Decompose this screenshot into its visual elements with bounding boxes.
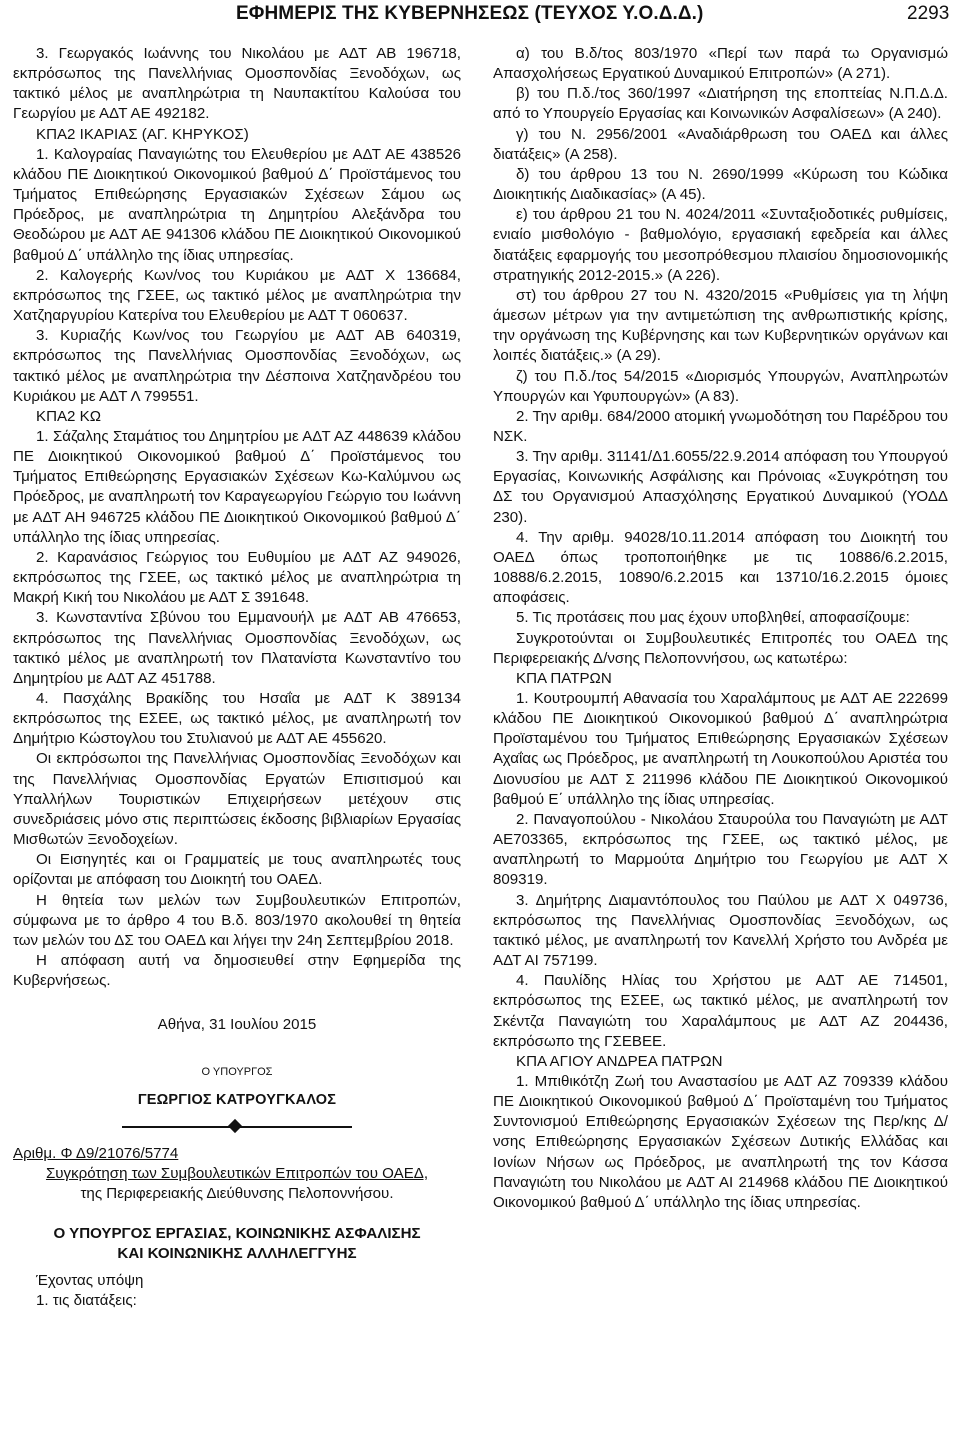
paragraph: 3. Την αριθμ. 31141/Δ1.6055/22.9.2014 απόφαση του Υπουργού Εργασίας, Κοινωνικής Ασφάλισης και Πρόνοιας «Συγκρότηση του ΔΣ του Οργανισμού Απασχόλησης Εργατικού Δυναμικού (ΥΟΔΔ 230).	[493, 448, 948, 526]
right-column	[493, 44, 948, 1213]
paragraph: 1. Σάζαλης Σταμάτιος του Δημητρίου με ΑΔΤ ΑΖ 448639 κλάδου ΠΕ Διοικητικού Οικονομικού βαθμού Δ΄ Προϊστάμενος του Τμήματος Επιθεώρησης Εργασιακών Σχέσεων Κω-Καλύμνου ως Πρόεδρος, με αναπληρωτή τον Καραγεωργίου Γεώργιο του Ιωάννη με ΑΔΤ ΑΗ 946725 κλάδου ΠΕ Διοικητικού Οικονομικού βαθμού Δ΄ υπάλληλο της ίδιας υπηρεσίας.	[13, 427, 461, 546]
paragraph: 2. Την αριθμ. 684/2000 ατομική γνωμοδότηση του Παρέδρου του ΝΣΚ.	[493, 407, 948, 445]
paragraph: γ) του Ν. 2956/2001 «Αναδιάρθρωση του ΟΑΕΔ και άλλες διατάξεις» (Α 258).	[493, 125, 948, 163]
section-heading: ΚΠΑ ΑΓΙΟΥ ΑΝΔΡΕΑ ΠΑΤΡΩΝ	[516, 1052, 723, 1070]
paragraph: 2. Καρανάσιος Γεώργιος του Ευθυμίου με ΑΔΤ ΑΖ 949026, εκπρόσωπος της ΓΣΕΕ, ως τακτικό μέλος με αναπληρώτρια τη Μακρή Κική του Νικολάου με ΑΔΤ Σ 391648.	[13, 548, 461, 607]
page-header	[0, 0, 960, 40]
paragraph: 2. Καλογερής Κων/νος του Κυριάκου με ΑΔΤ Χ 136684, εκπρόσωπος της ΓΣΕΕ, ως τακτικό μέλος με αναπληρώτρια την Χατζηαργυρίου Κατερίνα του Ελευθερίου με ΑΔΤ Τ 060637.	[13, 266, 461, 325]
paragraph: Έχοντας υπόψη	[36, 1271, 144, 1289]
paragraph: Η θητεία των μελών των Συμβουλευτικών Επιτροπών, σύμφωνα με το άρθρο 4 του Β.δ. 803/1970 ακολουθεί τη θητεία των μελών του ΔΣ του ΟΑΕΔ και λήγει την 24η Σεπτεμβρίου 2018.	[13, 891, 461, 949]
gazette-title: ΕΦΗΜΕΡΙΣ ΤΗΣ ΚΥΒΕΡΝΗΣΕΩΣ (ΤΕΥΧΟΣ Υ.Ο.Δ.Δ.)	[236, 3, 704, 24]
minister-heading-line: ΚΑΙ ΚΟΙΝΩΝΙΚΗΣ ΑΛΛΗΛΕΓΓΥΗΣ	[117, 1245, 357, 1263]
paragraph: α) του Β.δ/τος 803/1970 «Περί των παρά τω Οργανισμώ Απασχολήσεως Εργατικού Δυναμικού Επιτροπών» (Α 271).	[493, 45, 948, 83]
decision-title: Συγκρότηση των Συμβουλευτικών Επιτροπών του ΟΑΕΔ,	[45, 1164, 429, 1182]
decision-subtitle: της Περιφερειακής Διεύθυνσης Πελοποννήσου.	[80, 1185, 394, 1203]
section-heading: ΚΠΑ ΠΑΤΡΩΝ	[516, 669, 612, 687]
paragraph: Συγκροτούνται οι Συμβουλευτικές Επιτροπές του ΟΑΕΔ της Περιφερειακής Δ/νσης Πελοποννήσου, ως κατωτέρω:	[493, 629, 948, 667]
signature-date: Αθήνα, 31 Ιουλίου 2015	[157, 1016, 317, 1034]
decision-number: Αριθμ. Φ Δ9/21076/5774	[13, 1144, 179, 1162]
section-heading: ΚΠΑ2 ΚΩ	[36, 407, 101, 425]
paragraph: Οι Εισηγητές και οι Γραμματείς με τους αναπληρωτές τους ορίζονται με απόφαση του Διοικητή του ΟΑΕΔ.	[13, 851, 461, 889]
page-number: 2293	[907, 3, 950, 24]
signature-name: ΓΕΩΡΓΙΟΣ ΚΑΤΡΟΥΓΚΑΛΟΣ	[137, 1091, 337, 1108]
paragraph: Οι εκπρόσωποι της Πανελλήνιας Ομοσπονδίας Ξενοδόχων και της Πανελλήνιας Ομοσπονδίας Εργατών Επισιτισμού και Υπαλλήλων Τουριστικών Επιχειρήσεων μετέχουν στις συνεδριάσεις μόνο στις περιπτώσεις έκδοσης βιβλιαρίων Εργασίας Μισθωτών Ξενοδοχείων.	[13, 750, 461, 849]
paragraph: 3. Κυριαζής Κων/νος του Γεωργίου με ΑΔΤ ΑΒ 640319, εκπρόσωπος της Πανελλήνιας Ομοσπονδίας Ξενοδόχων, ως τακτικό μέλος με αναπληρώτρια την Δέσποινα Χατζηανδρέου του Κυριάκου με ΑΔΤ Λ 799551.	[13, 327, 461, 405]
paragraph: 1. Κουτρουμπή Αθανασία του Χαραλάμπους με ΑΔΤ ΑΕ 222699 κλάδου ΠΕ Διοικητικού Οικονομικού βαθμού Δ΄ αναπληρώτρια Προϊσταμένου του Τμήματος Επιθεώρησης Εργασιακών Σχέσεων Αχαΐας ως Πρόεδρος, με αναπληρωτή τη Λουκοπούλου Αριστέα του Διονυσίου με ΑΔΤ Σ 211996 κλάδου ΠΕ Διοικητικού Οικονομικού βαθμού Ε΄ υπάλληλο της ίδιας υπηρεσίας.	[493, 690, 948, 808]
paragraph: 4. Πασχάλης Βρακίδης του Ησαΐα με ΑΔΤ Κ 389134 εκπρόσωπος της ΕΣΕΕ, ως τακτικό μέλος, με αναπληρωτή τον Δημήτριο Κώστογλου του Στυλιανού με ΑΔΤ ΑΕ 455620.	[13, 690, 461, 748]
paragraph: 2. Παναγοπούλου - Νικολάου Σταυρούλα του Παναγιώτη με ΑΔΤ ΑΕ703365, εκπρόσωπος της ΓΣΕΕ, ως τακτικό μέλος, με αναπληρωτή το Μαρμούτα Δημήτριο του Γεωργίου με ΑΔΤ Χ 809319.	[493, 810, 948, 889]
minister-heading	[13, 1224, 461, 1264]
paragraph: ε) του άρθρου 21 του Ν. 4024/2011 «Συνταξιοδοτικές ρυθμίσεις, ενιαίο μισθολόγιο - βαθμολόγιο, εργασιακή εφεδρεία και άλλες διατάξεις εφαρμογής του μεσοπρόθεσμου πλαισίου δημοσιονομικής στρατηγικής 2012-2015.» (Α 226).	[493, 206, 948, 284]
signature-block	[13, 1015, 461, 1109]
paragraph: 3. Γεωργακός Ιωάννης του Νικολάου με ΑΔΤ ΑΒ 196718, εκπρόσωπος της Πανελλήνιας Ομοσπονδίας Ξενοδόχων, ως τακτικό μέλος με αναπληρώτρια τη Ναυπακτίτου Καλούσα του Γεωργίου με ΑΔΤ ΑΕ 492182.	[13, 45, 461, 123]
paragraph: 5. Τις προτάσεις που μας έχουν υποβληθεί, αποφασίζουμε:	[516, 609, 910, 627]
paragraph: 1. Καλογραίας Παναγιώτης του Ελευθερίου με ΑΔΤ ΑΕ 438526 κλάδου ΠΕ Διοικητικού Οικονομικού βαθμού Δ΄ Προϊστάμενος του Τμήματος Επιθεώρησης Εργασιακών Σχέσεων Σάμου ως Πρόεδρος, με αναπληρώτρια τη Δημητρίου Αλεξάνδρα του Θεοδώρου με ΑΔΤ ΑΕ 941306 κλάδου ΠΕ Διοικητικού Οικονομικού βαθμού Δ΄ υπάλληλο της ίδιας υπηρεσίας.	[13, 145, 461, 264]
paragraph: ζ) του Π.δ./τος 54/2015 «Διορισμός Υπουργών, Αναπληρωτών Υπουργών και Υφυπουργών» (Α 83).	[493, 367, 948, 405]
section-heading: ΚΠΑ2 ΙΚΑΡΙΑΣ (ΑΓ. ΚΗΡΥΚΟΣ)	[36, 125, 249, 143]
paragraph: 4. Την αριθμ. 94028/10.11.2014 απόφαση του Διοικητή του ΟΑΕΔ όπως τροποποιήθηκε με τις 10886/6.2.2015, 10888/6.2.2015, 10890/6.2.2015 και 13710/16.2.2015 όμοιες αποφάσεις.	[493, 528, 948, 607]
paragraph: 3. Δημήτρης Διαμαντόπουλος του Παύλου με ΑΔΤ Χ 049736, εκπρόσωπος της Πανελλήνιας Ομοσπονδίας Ξενοδόχων, ως τακτικό μέλος, με αναπληρωτή τον Κανελλή Χρήστο του Ανδρέα με ΑΔΤ ΑΙ 757199.	[493, 891, 948, 970]
diamond-icon	[228, 1119, 242, 1133]
section-divider	[122, 1120, 352, 1134]
paragraph: δ) του άρθρου 13 του Ν. 2690/1999 «Κύρωση του Κώδικα Διοικητικής Διαδικασίας» (Α 45).	[493, 165, 948, 204]
paragraph: Η απόφαση αυτή να δημοσιευθεί στην Εφημερίδα της Κυβερνήσεως.	[13, 952, 461, 990]
paragraph: 4. Παυλίδης Ηλίας του Χρήστου με ΑΔΤ ΑΕ 714501, εκπρόσωπος της ΕΣΕΕ, ως τακτικό μέλος, με αναπληρωτή τον Σκέντζα Παναγιώτη του Χαραλάμπους με ΑΔΤ ΑΖ 204436, εκπρόσωπο της ΓΣΕΒΕΕ.	[493, 972, 948, 1050]
paragraph: 3. Κωνσταντίνα Σβύνου του Εμμανουήλ με ΑΔΤ ΑΒ 476653, εκπρόσωπος της Πανελλήνιας Ομοσπονδίας Ξενοδόχων, ως τακτικό μέλος με αναπληρωτή τον Πλατανίστα Κωνσταντίνο του Δημητρίου με ΑΔΤ ΑΖ 451788.	[13, 609, 461, 687]
paragraph: 1. τις διατάξεις:	[36, 1291, 137, 1309]
paragraph: 1. Μπιθικότζη Ζωή του Αναστασίου με ΑΔΤ ΑΖ 709339 κλάδου ΠΕ Διοικητικού Οικονομικού βαθμού Δ΄ Προϊσταμένη του Τμήματος Συντονισμού Επιθεώρησης Εργασιακών Σχέσεων της Περ/κης Δ/νσης Επιθεώρησης Εργασιακών Σχέσεων Δυτικής Ελλάδας και Ιονίων Νήσων ως Πρόεδρος, με αναπληρωτή της τον Κάσσα Παναγιώτη του Νικολάου με ΑΔΤ ΑΙ 214968 κλάδου ΠΕ Διοικητικού Οικονομικού βαθμού Δ΄ υπάλληλο της ίδιας υπηρεσίας.	[493, 1072, 948, 1211]
left-column	[13, 44, 461, 1311]
paragraph: στ) του άρθρου 27 του Ν. 4320/2015 «Ρυθμίσεις για τη λήψη άμεσων μέτρων για την αντιμετώπιση της ανθρωπιστικής κρίσης, την οργάνωση της Κυβέρνησης και των Κυβερνητικών οργάνων και λοιπές διατάξεις.» (Α 29).	[493, 286, 948, 365]
minister-heading-line: Ο ΥΠΟΥΡΓΟΣ ΕΡΓΑΣΙΑΣ, ΚΟΙΝΩΝΙΚΗΣ ΑΣΦΑΛΙΣΗΣ	[53, 1225, 421, 1243]
signature-role: Ο ΥΠΟΥΡΓΟΣ	[201, 1065, 273, 1078]
paragraph: β) του Π.δ./τος 360/1997 «Διατήρηση της εποπτείας Ν.Π.Δ.Δ. από το Υπουργείο Εργασίας και Κοινωνικών Ασφαλίσεων» (Α 240).	[493, 85, 948, 123]
